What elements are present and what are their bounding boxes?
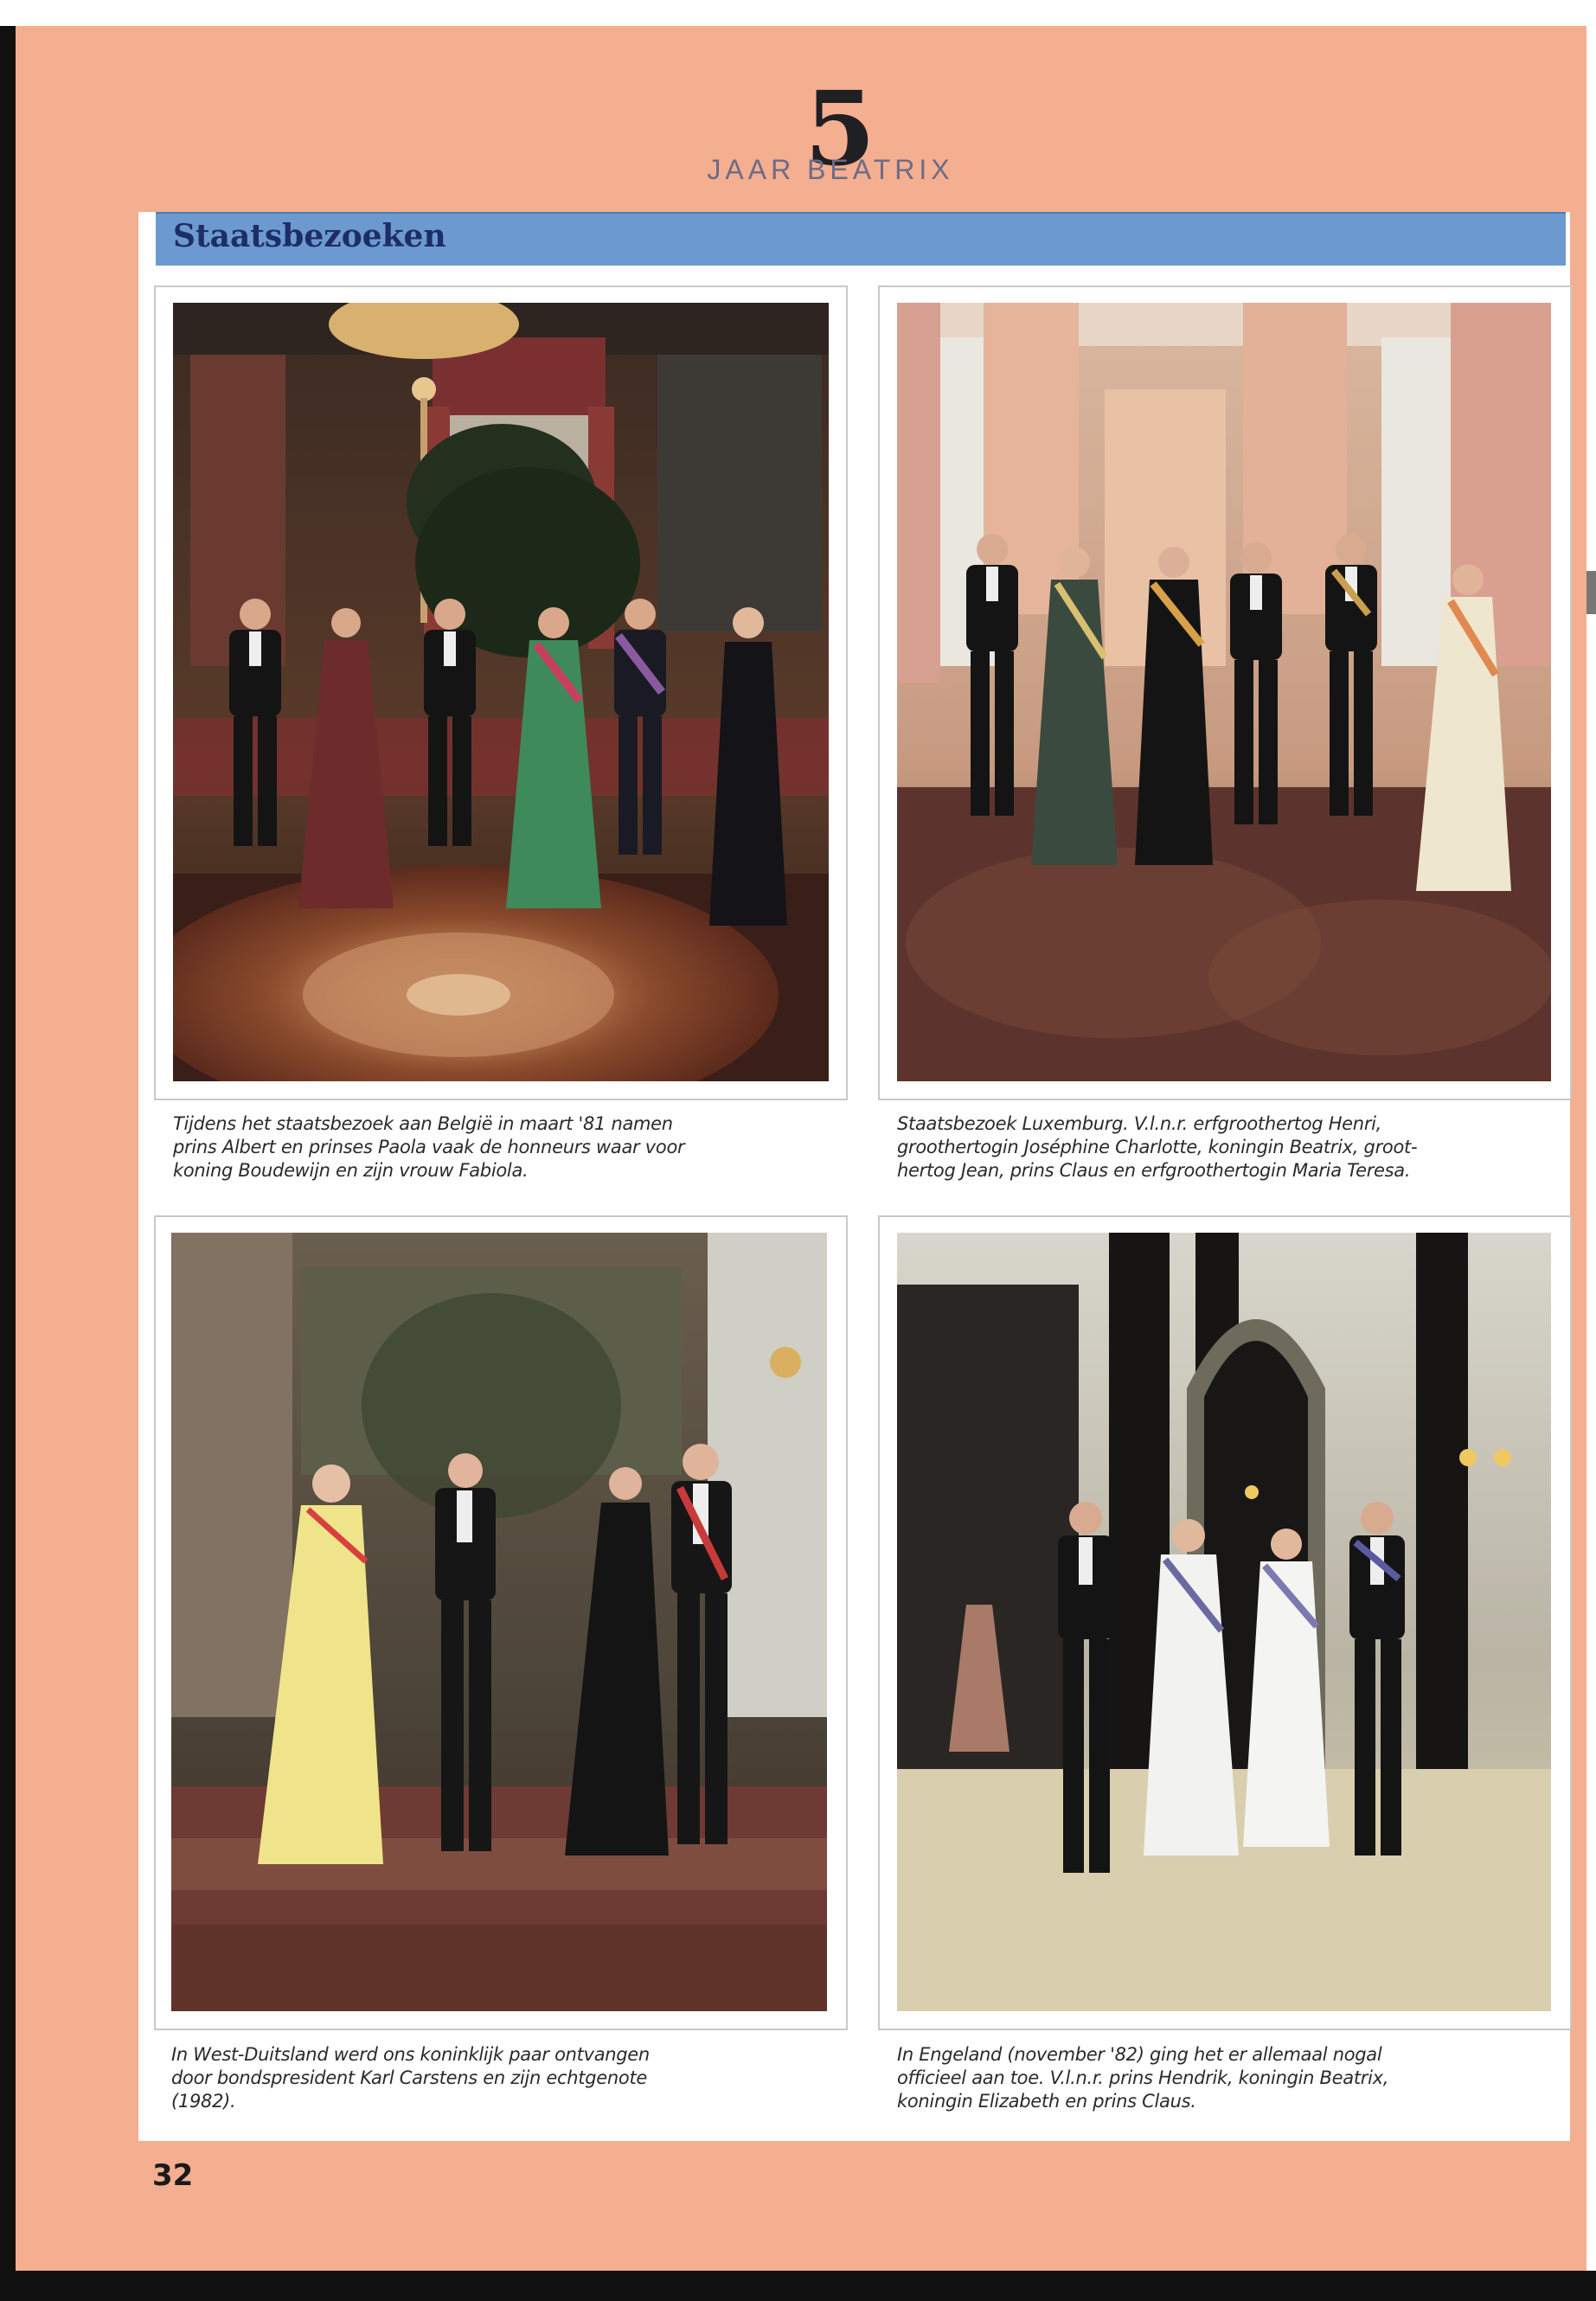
caption-line: groothertogin Joséphine Charlotte, koningin Beatrix, groot- bbox=[897, 1137, 1418, 1157]
caption-line: Tijdens het staatsbezoek aan België in maart '81 namen bbox=[173, 1113, 673, 1134]
scan-edge-left bbox=[0, 26, 16, 2292]
caption-line: door bondspresident Karl Carstens en zijn echtgenote bbox=[171, 2067, 647, 2088]
photo-west-germany-image bbox=[171, 1233, 827, 2011]
header-number: 5 bbox=[804, 68, 876, 189]
photo-west-germany bbox=[171, 1233, 827, 2011]
caption-luxembourg bbox=[897, 1112, 1554, 1183]
photo-luxembourg-image bbox=[897, 303, 1551, 1081]
caption-line: In West-Duitsland werd ons koninklijk paar ontvangen bbox=[171, 2044, 650, 2065]
scan-edge-bottom bbox=[0, 2271, 1596, 2301]
photo-luxembourg bbox=[897, 303, 1551, 1081]
publication-header bbox=[675, 68, 986, 199]
caption-line: In Engeland (november '82) ging het er allemaal nogal bbox=[897, 2044, 1382, 2065]
page-number: 32 bbox=[152, 2158, 194, 2193]
caption-line: koningin Elizabeth en prins Claus. bbox=[897, 2091, 1196, 2112]
caption-line: prins Albert en prinses Paola vaak de honneurs waar voor bbox=[173, 1137, 685, 1157]
photo-belgium-image bbox=[173, 303, 829, 1081]
caption-line: koning Boudewijn en zijn vrouw Fabiola. bbox=[173, 1160, 529, 1181]
photo-belgium bbox=[173, 303, 829, 1081]
caption-line: (1982). bbox=[171, 2091, 236, 2112]
caption-england bbox=[897, 2043, 1554, 2113]
caption-belgium bbox=[173, 1112, 830, 1183]
section-title: Staatsbezoeken bbox=[173, 218, 446, 254]
caption-west-germany bbox=[171, 2043, 829, 2113]
caption-line: officieel aan toe. V.l.n.r. prins Hendrik, koningin Beatrix, bbox=[897, 2067, 1389, 2088]
photo-england-image bbox=[897, 1233, 1551, 2011]
header-wordmark: JAAR BEATRIX bbox=[707, 154, 954, 185]
caption-line: hertog Jean, prins Claus en erfgroothertogin Maria Teresa. bbox=[897, 1160, 1411, 1181]
section-title-bar bbox=[156, 212, 1566, 266]
photo-england bbox=[897, 1233, 1551, 2011]
scan-edge-right bbox=[1586, 571, 1596, 614]
caption-line: Staatsbezoek Luxemburg. V.l.n.r. erfgroothertog Henri, bbox=[897, 1113, 1382, 1134]
